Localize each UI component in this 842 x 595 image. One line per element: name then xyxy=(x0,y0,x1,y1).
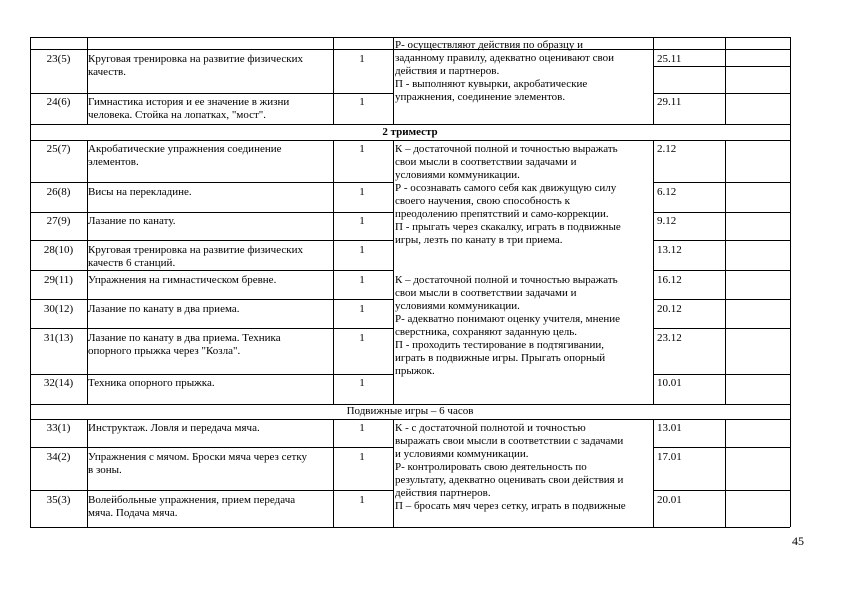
lesson-date: 20.01 xyxy=(657,494,682,506)
column-divider xyxy=(653,37,654,124)
lesson-number: 34(2) xyxy=(46,451,71,463)
column-divider xyxy=(725,419,726,527)
column-divider xyxy=(653,140,654,404)
lesson-date: 2.12 xyxy=(657,143,677,155)
column-divider xyxy=(725,37,726,124)
lesson-number: 32(14) xyxy=(43,377,74,389)
lesson-number: 23(5) xyxy=(46,53,71,65)
lesson-hours: 1 xyxy=(359,215,365,227)
row-divider xyxy=(653,299,790,300)
lesson-hours: 1 xyxy=(359,303,365,315)
lesson-hours: 1 xyxy=(359,143,365,155)
lesson-date: 23.12 xyxy=(657,332,682,344)
lesson-topic: Висы на перекладине. xyxy=(88,186,192,198)
lesson-hours: 1 xyxy=(359,494,365,506)
row-divider xyxy=(30,140,790,141)
row-divider xyxy=(653,374,790,375)
row-divider xyxy=(30,124,790,125)
column-divider xyxy=(393,419,394,527)
lesson-topic: Инструктаж. Ловля и передача мяча. xyxy=(88,422,260,434)
lesson-topic: Техника опорного прыжка. xyxy=(88,377,215,389)
lesson-date: 17.01 xyxy=(657,451,682,463)
row-divider xyxy=(30,270,393,271)
row-divider xyxy=(30,374,393,375)
lesson-topic: Круговая тренировка на развитие физических качеств. xyxy=(88,53,303,78)
row-divider xyxy=(653,447,790,448)
row-divider xyxy=(30,419,790,420)
lesson-number: 33(1) xyxy=(46,422,71,434)
lesson-hours: 1 xyxy=(359,53,365,65)
row-divider xyxy=(653,66,790,67)
uud-block: К - с достаточной полнотой и точностью выражать свои мысли в соответствии с задачами и условиями коммуникации. Р- контролировать свою деятельность по результату, адекватно оценивать свои действия и действия партнеров. П – бросать мяч через сетку, играть в подвижные xyxy=(395,422,626,512)
row-divider xyxy=(653,270,790,271)
lesson-hours: 1 xyxy=(359,422,365,434)
lesson-topic: Волейбольные упражнения, прием передача мяча. Подача мяча. xyxy=(88,494,296,519)
column-divider xyxy=(653,419,654,527)
row-divider xyxy=(653,490,790,491)
section-heading: 2 триместр xyxy=(382,126,438,138)
row-divider xyxy=(653,182,790,183)
section-heading: Подвижные игры – 6 часов xyxy=(346,405,474,417)
row-divider xyxy=(30,240,393,241)
lesson-date: 6.12 xyxy=(657,186,677,198)
row-divider xyxy=(30,490,393,491)
lesson-hours: 1 xyxy=(359,332,365,344)
row-divider xyxy=(653,93,790,94)
uud-block: К – достаточной полной и точностью выражать свои мысли в соответствии задачами и условиями коммуникации. Р- адекватно понимают оценку учителя, мнение сверстника, сохраняют заданную цель. П - проходить тестирование в подтягивании, играть в подвижные игры. Прыгать опорный прыжок. xyxy=(395,274,621,377)
lesson-number: 27(9) xyxy=(46,215,71,227)
column-divider xyxy=(725,140,726,404)
column-divider xyxy=(87,140,88,404)
lesson-topic: Круговая тренировка на развитие физических качеств 6 станций. xyxy=(88,244,303,269)
column-divider xyxy=(333,419,334,527)
lesson-topic: Упражнения на гимнастическом бревне. xyxy=(88,274,277,286)
lesson-date: 29.11 xyxy=(657,96,682,108)
lesson-number: 24(6) xyxy=(46,96,71,108)
column-divider xyxy=(333,37,334,124)
lesson-date: 9.12 xyxy=(657,215,677,227)
lesson-number: 31(13) xyxy=(43,332,74,344)
page-number: 45 xyxy=(792,534,804,548)
lesson-number: 30(12) xyxy=(43,303,74,315)
row-divider xyxy=(30,182,393,183)
lesson-date: 10.01 xyxy=(657,377,682,389)
table-border xyxy=(790,37,791,527)
table-border xyxy=(30,37,790,38)
lesson-topic: Лазание по канату. xyxy=(88,215,176,227)
lesson-number: 28(10) xyxy=(43,244,74,256)
column-divider xyxy=(333,140,334,404)
lesson-hours: 1 xyxy=(359,244,365,256)
lesson-topic: Лазание по канату в два приема. Техника опорного прыжка через "Козла". xyxy=(88,332,281,357)
row-divider xyxy=(30,93,393,94)
row-divider xyxy=(653,240,790,241)
lesson-topic: Гимнастика история и ее значение в жизни человека. Стойка на лопатках, "мост". xyxy=(88,96,290,121)
lesson-hours: 1 xyxy=(359,451,365,463)
row-divider xyxy=(30,447,393,448)
lesson-number: 26(8) xyxy=(46,186,71,198)
lesson-number: 25(7) xyxy=(46,143,71,155)
column-divider xyxy=(393,37,394,124)
lesson-hours: 1 xyxy=(359,186,365,198)
lesson-topic: Упражнения с мячом. Броски мяча через сетку в зоны. xyxy=(88,451,308,476)
uud-block: Р- осуществляют действия по образцу и заданному правилу, адекватно оценивают свои действия и партнеров. П - выполняют кувырки, акробатические упражнения, соединение элементов. xyxy=(395,39,615,103)
column-divider xyxy=(393,140,394,404)
row-divider xyxy=(30,212,393,213)
table-border xyxy=(30,527,790,528)
lesson-hours: 1 xyxy=(359,96,365,108)
row-divider xyxy=(30,299,393,300)
lesson-topic: Акробатические упражнения соединение элементов. xyxy=(88,143,282,168)
lesson-hours: 1 xyxy=(359,377,365,389)
lesson-date: 25.11 xyxy=(657,53,682,65)
lesson-number: 29(11) xyxy=(44,274,73,286)
lesson-number: 35(3) xyxy=(46,494,71,506)
row-divider xyxy=(653,328,790,329)
lesson-date: 16.12 xyxy=(657,274,682,286)
lesson-date: 13.12 xyxy=(657,244,682,256)
lesson-hours: 1 xyxy=(359,274,365,286)
row-divider xyxy=(653,212,790,213)
lesson-topic: Лазание по канату в два приема. xyxy=(88,303,240,315)
lesson-date: 13.01 xyxy=(657,422,682,434)
row-divider xyxy=(30,328,393,329)
uud-block: К – достаточной полной и точностью выражать свои мысли в соответствии задачами и условиями коммуникации. Р - осознавать самого себя как движущую силу своего научения, свою способность к преодолению препятствий и само-коррекции. П - прыгать через скакалку, играть в подвижные игры, лезть по канату в три приема. xyxy=(395,143,621,246)
lesson-date: 20.12 xyxy=(657,303,682,315)
